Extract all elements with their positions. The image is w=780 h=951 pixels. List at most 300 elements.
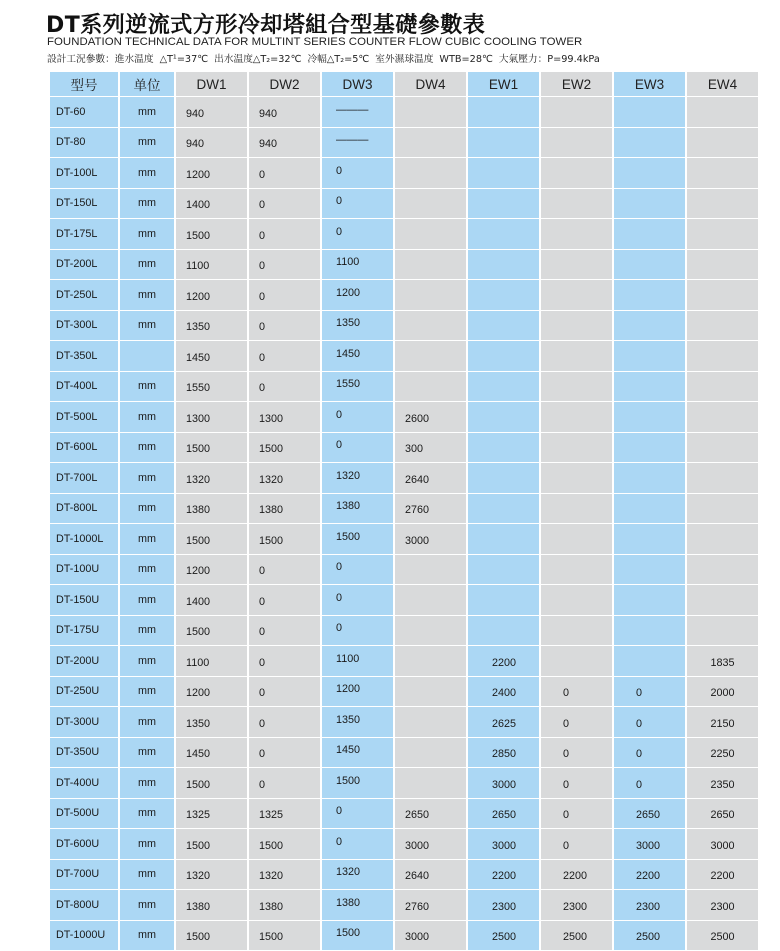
cell-dw4 — [395, 738, 466, 769]
table-row — [50, 158, 758, 189]
cell-ew3 — [614, 311, 685, 342]
cell-unit: mm — [120, 616, 174, 647]
cell-ew2 — [541, 616, 612, 647]
cell-unit: mm — [120, 311, 174, 342]
cell-dw1: 1200 — [176, 677, 247, 708]
cell-dw2: 0 — [249, 646, 320, 677]
cell-ew4: 1835 — [687, 646, 758, 677]
cell-unit: mm — [120, 280, 174, 311]
cell-dw4: 300 — [395, 433, 466, 464]
cell-ew1: 2200 — [468, 860, 539, 891]
cell-dw4 — [395, 768, 466, 799]
cell-unit: mm — [120, 494, 174, 525]
cell-ew4 — [687, 402, 758, 433]
cell-dw1: 1500 — [176, 829, 247, 860]
condition-item: 室外濕球温度 — [375, 54, 433, 65]
cell-unit: mm — [120, 555, 174, 586]
cell-ew1 — [468, 250, 539, 281]
cell-ew4 — [687, 524, 758, 555]
cell-ew2 — [541, 189, 612, 220]
cell-model: DT-1000L — [50, 524, 118, 555]
cell-dw2: 0 — [249, 250, 320, 281]
cell-dw3: 0 — [322, 799, 393, 830]
cell-ew1 — [468, 616, 539, 647]
cell-dw3: 1500 — [322, 768, 393, 799]
cell-dw1: 1380 — [176, 890, 247, 921]
cell-dw4 — [395, 341, 466, 372]
cell-unit: mm — [120, 768, 174, 799]
cell-dw4 — [395, 707, 466, 738]
cell-ew1 — [468, 189, 539, 220]
cell-ew1: 3000 — [468, 768, 539, 799]
cell-model: DT-100U — [50, 555, 118, 586]
cell-dw1: 1325 — [176, 799, 247, 830]
cell-model: DT-250L — [50, 280, 118, 311]
table-row — [50, 280, 758, 311]
cell-ew3 — [614, 158, 685, 189]
cell-model: DT-100L — [50, 158, 118, 189]
cell-dw3: 1200 — [322, 677, 393, 708]
cell-dw3: 1350 — [322, 707, 393, 738]
cell-model: DT-350U — [50, 738, 118, 769]
cell-model: DT-500U — [50, 799, 118, 830]
cell-ew3 — [614, 250, 685, 281]
cell-dw3: 0 — [322, 555, 393, 586]
cell-unit: mm — [120, 463, 174, 494]
cell-model: DT-400U — [50, 768, 118, 799]
cell-ew4: 2150 — [687, 707, 758, 738]
cell-unit: mm — [120, 128, 174, 159]
cell-dw3: 1380 — [322, 890, 393, 921]
cell-dw4 — [395, 646, 466, 677]
cell-dw1: 1380 — [176, 494, 247, 525]
cell-unit: mm — [120, 524, 174, 555]
cell-dw2: 0 — [249, 555, 320, 586]
cell-ew3 — [614, 189, 685, 220]
cell-ew3 — [614, 402, 685, 433]
cell-ew1 — [468, 158, 539, 189]
cell-ew4 — [687, 433, 758, 464]
cell-dw4: 3000 — [395, 829, 466, 860]
cell-dw2: 1500 — [249, 524, 320, 555]
cell-dw3: 1550 — [322, 372, 393, 403]
cell-unit: mm — [120, 707, 174, 738]
table-row — [50, 341, 758, 372]
cell-ew3 — [614, 646, 685, 677]
cell-model: DT-300U — [50, 707, 118, 738]
cell-dw4 — [395, 97, 466, 128]
cell-dw3: 0 — [322, 158, 393, 189]
cell-dw4: 2640 — [395, 860, 466, 891]
cell-ew4 — [687, 341, 758, 372]
cell-dw1: 1320 — [176, 860, 247, 891]
cell-model: DT-250U — [50, 677, 118, 708]
cell-dw1: 1550 — [176, 372, 247, 403]
cell-ew1: 2625 — [468, 707, 539, 738]
cell-model: DT-700L — [50, 463, 118, 494]
cell-ew4 — [687, 555, 758, 586]
cell-ew3: 0 — [614, 768, 685, 799]
cell-model: DT-800L — [50, 494, 118, 525]
cell-ew3 — [614, 494, 685, 525]
cell-ew1 — [468, 524, 539, 555]
cell-ew2 — [541, 372, 612, 403]
cell-ew3: 2300 — [614, 890, 685, 921]
table-header-row — [50, 72, 758, 97]
cell-dw2: 1380 — [249, 890, 320, 921]
cell-ew4: 2650 — [687, 799, 758, 830]
cell-model: DT-200U — [50, 646, 118, 677]
cell-dw3: 0 — [322, 219, 393, 250]
cell-dw4 — [395, 311, 466, 342]
cell-dw1: 1350 — [176, 311, 247, 342]
foundation-data-table — [48, 72, 760, 951]
cell-model: DT-175U — [50, 616, 118, 647]
cell-ew2 — [541, 585, 612, 616]
cell-unit: mm — [120, 921, 174, 951]
cell-dw4 — [395, 372, 466, 403]
cell-dw1: 940 — [176, 97, 247, 128]
cell-dw3: 1450 — [322, 738, 393, 769]
cell-ew3 — [614, 524, 685, 555]
cell-dw1: 1200 — [176, 280, 247, 311]
cell-ew1 — [468, 97, 539, 128]
cell-ew1 — [468, 311, 539, 342]
condition-item: 設計工況參數：進水温度 — [47, 54, 154, 65]
cell-ew2 — [541, 463, 612, 494]
cell-dw2: 1320 — [249, 860, 320, 891]
cell-ew4: 2200 — [687, 860, 758, 891]
cell-unit: mm — [120, 402, 174, 433]
cell-ew3: 0 — [614, 677, 685, 708]
condition-item: 出水温度△T₂=32℃ — [214, 54, 301, 65]
table-row — [50, 433, 758, 464]
cell-ew2 — [541, 524, 612, 555]
cell-dw3: 1380 — [322, 494, 393, 525]
cell-ew2 — [541, 250, 612, 281]
table-row — [50, 311, 758, 342]
cell-dw4 — [395, 128, 466, 159]
cell-ew3 — [614, 280, 685, 311]
cell-dw1: 1300 — [176, 402, 247, 433]
cell-unit: mm — [120, 677, 174, 708]
cell-ew1 — [468, 372, 539, 403]
cell-dw1: 1100 — [176, 646, 247, 677]
cell-dw2: 1500 — [249, 829, 320, 860]
cell-dw2: 0 — [249, 311, 320, 342]
cell-unit: mm — [120, 433, 174, 464]
cell-ew2: 0 — [541, 799, 612, 830]
cell-dw4: 3000 — [395, 524, 466, 555]
cell-dw1: 1200 — [176, 555, 247, 586]
cell-dw3: 1100 — [322, 646, 393, 677]
cell-ew2 — [541, 97, 612, 128]
cell-dw3: 1100 — [322, 250, 393, 281]
cell-dw2: 0 — [249, 616, 320, 647]
header-ew1: EW1 — [468, 72, 539, 97]
cell-ew2 — [541, 494, 612, 525]
table-row — [50, 463, 758, 494]
cell-unit: mm — [120, 860, 174, 891]
cell-ew2: 2200 — [541, 860, 612, 891]
cell-ew2 — [541, 128, 612, 159]
cell-ew4 — [687, 585, 758, 616]
cell-ew3 — [614, 341, 685, 372]
cell-dw3: 1500 — [322, 524, 393, 555]
table-row — [50, 97, 758, 128]
cell-dw1: 1500 — [176, 219, 247, 250]
table-row — [50, 250, 758, 281]
cell-ew2: 0 — [541, 707, 612, 738]
cell-ew1: 2850 — [468, 738, 539, 769]
table-row — [50, 738, 758, 769]
cell-ew3 — [614, 97, 685, 128]
cell-model: DT-700U — [50, 860, 118, 891]
cell-ew4: 3000 — [687, 829, 758, 860]
cell-ew2 — [541, 311, 612, 342]
cell-dw3: 0 — [322, 402, 393, 433]
cell-unit: mm — [120, 890, 174, 921]
cell-dw3: 1350 — [322, 311, 393, 342]
cell-ew2 — [541, 158, 612, 189]
table-row — [50, 219, 758, 250]
cell-unit: mm — [120, 585, 174, 616]
cell-ew4: 2300 — [687, 890, 758, 921]
cell-ew1 — [468, 280, 539, 311]
condition-item: 大氣壓力：P=99.4kPa — [499, 54, 600, 65]
cell-ew3 — [614, 372, 685, 403]
cell-ew4 — [687, 250, 758, 281]
table-row — [50, 768, 758, 799]
cell-ew4 — [687, 128, 758, 159]
cell-dw4 — [395, 585, 466, 616]
page-subtitle: FOUNDATION TECHNICAL DATA FOR MULTINT SERIES COUNTER FLOW CUBIC COOLING TOWER — [47, 36, 582, 48]
cell-dw2: 940 — [249, 97, 320, 128]
cell-ew1: 2200 — [468, 646, 539, 677]
cell-dw2: 1300 — [249, 402, 320, 433]
cell-ew3: 2650 — [614, 799, 685, 830]
cell-dw1: 1350 — [176, 707, 247, 738]
header-dw2: DW2 — [249, 72, 320, 97]
cell-dw3: 0 — [322, 616, 393, 647]
cell-dw2: 1325 — [249, 799, 320, 830]
cell-unit: mm — [120, 372, 174, 403]
cell-ew4: 2500 — [687, 921, 758, 951]
table-row — [50, 128, 758, 159]
cell-dw3: 0 — [322, 433, 393, 464]
cell-ew1 — [468, 402, 539, 433]
cell-dw2: 0 — [249, 372, 320, 403]
cell-ew2: 0 — [541, 677, 612, 708]
cell-model: DT-600L — [50, 433, 118, 464]
cell-dw3: 1200 — [322, 280, 393, 311]
cell-model: DT-600U — [50, 829, 118, 860]
cell-unit: mm — [120, 250, 174, 281]
cell-model: DT-150L — [50, 189, 118, 220]
cell-dw1: 1450 — [176, 341, 247, 372]
cell-ew1: 3000 — [468, 829, 539, 860]
cell-dw4 — [395, 677, 466, 708]
cell-ew3 — [614, 128, 685, 159]
cell-model: DT-500L — [50, 402, 118, 433]
cell-dw2: 1500 — [249, 433, 320, 464]
cell-dw1: 1400 — [176, 585, 247, 616]
cell-ew3 — [614, 463, 685, 494]
cell-model: DT-350L — [50, 341, 118, 372]
cell-dw2: 940 — [249, 128, 320, 159]
cell-ew4 — [687, 280, 758, 311]
cell-model: DT-175L — [50, 219, 118, 250]
cell-ew2 — [541, 341, 612, 372]
cell-ew1 — [468, 128, 539, 159]
table-row — [50, 646, 758, 677]
header-dw3: DW3 — [322, 72, 393, 97]
cell-dw3: ——— — [322, 128, 393, 159]
cell-dw4 — [395, 189, 466, 220]
cell-model: DT-60 — [50, 97, 118, 128]
cell-dw4: 2650 — [395, 799, 466, 830]
cell-ew1: 2650 — [468, 799, 539, 830]
cell-ew1: 2500 — [468, 921, 539, 951]
cell-ew4 — [687, 219, 758, 250]
cell-ew4 — [687, 372, 758, 403]
cell-ew4: 2000 — [687, 677, 758, 708]
header-unit: 单位 — [120, 72, 174, 97]
cell-ew3: 0 — [614, 738, 685, 769]
cell-unit: mm — [120, 97, 174, 128]
table-row — [50, 707, 758, 738]
header-ew4: EW4 — [687, 72, 758, 97]
cell-model: DT-800U — [50, 890, 118, 921]
cell-dw4 — [395, 219, 466, 250]
design-conditions — [47, 51, 606, 65]
cell-dw2: 0 — [249, 189, 320, 220]
cell-ew4 — [687, 311, 758, 342]
cell-ew3: 0 — [614, 707, 685, 738]
cell-dw4: 2640 — [395, 463, 466, 494]
cell-ew2 — [541, 433, 612, 464]
cell-unit: mm — [120, 829, 174, 860]
cell-dw2: 0 — [249, 768, 320, 799]
table-row — [50, 524, 758, 555]
cell-dw2: 0 — [249, 585, 320, 616]
table-row — [50, 189, 758, 220]
table-row — [50, 799, 758, 830]
cell-ew4 — [687, 616, 758, 647]
condition-item: WTB=28℃ — [439, 54, 492, 65]
cell-dw3: 1320 — [322, 860, 393, 891]
cell-dw3: 1320 — [322, 463, 393, 494]
table-row — [50, 616, 758, 647]
condition-item: 冷幅△T₂=5℃ — [307, 54, 369, 65]
header-ew3: EW3 — [614, 72, 685, 97]
cell-dw3: 1450 — [322, 341, 393, 372]
cell-unit — [120, 341, 174, 372]
cell-dw2: 0 — [249, 280, 320, 311]
cell-ew2: 0 — [541, 738, 612, 769]
cell-ew2 — [541, 555, 612, 586]
cell-ew2: 2500 — [541, 921, 612, 951]
cell-model: DT-400L — [50, 372, 118, 403]
cell-dw2: 1500 — [249, 921, 320, 951]
cell-ew4 — [687, 189, 758, 220]
cell-ew4 — [687, 97, 758, 128]
cell-ew2: 0 — [541, 768, 612, 799]
cell-model: DT-200L — [50, 250, 118, 281]
cell-ew4 — [687, 463, 758, 494]
cell-ew2: 2300 — [541, 890, 612, 921]
cell-dw1: 1320 — [176, 463, 247, 494]
cell-ew1 — [468, 341, 539, 372]
cell-ew1: 2400 — [468, 677, 539, 708]
cell-ew1: 2300 — [468, 890, 539, 921]
page-title: DT系列逆流式方形冷却塔組合型基礎參數表 — [46, 8, 485, 39]
cell-ew4: 2350 — [687, 768, 758, 799]
cell-ew3 — [614, 616, 685, 647]
cell-dw3: 0 — [322, 189, 393, 220]
cell-dw1: 1450 — [176, 738, 247, 769]
cell-ew4 — [687, 494, 758, 525]
cell-dw2: 0 — [249, 707, 320, 738]
cell-dw2: 1320 — [249, 463, 320, 494]
cell-ew3 — [614, 585, 685, 616]
header-model: 型号 — [50, 72, 118, 97]
cell-dw1: 1100 — [176, 250, 247, 281]
table-row — [50, 402, 758, 433]
cell-dw4: 2760 — [395, 494, 466, 525]
table-row — [50, 372, 758, 403]
cell-ew2: 0 — [541, 829, 612, 860]
cell-dw2: 1380 — [249, 494, 320, 525]
cell-dw1: 1500 — [176, 524, 247, 555]
cell-dw1: 1400 — [176, 189, 247, 220]
cell-ew1 — [468, 433, 539, 464]
cell-unit: mm — [120, 738, 174, 769]
cell-ew3: 3000 — [614, 829, 685, 860]
cell-dw4 — [395, 280, 466, 311]
cell-ew4 — [687, 158, 758, 189]
table-row — [50, 890, 758, 921]
cell-dw3: 0 — [322, 829, 393, 860]
cell-ew2 — [541, 402, 612, 433]
cell-dw4: 2600 — [395, 402, 466, 433]
cell-ew2 — [541, 280, 612, 311]
table-body — [50, 97, 758, 951]
cell-dw1: 1200 — [176, 158, 247, 189]
cell-dw4 — [395, 616, 466, 647]
cell-model: DT-1000U — [50, 921, 118, 951]
cell-dw4: 3000 — [395, 921, 466, 951]
cell-ew4: 2250 — [687, 738, 758, 769]
cell-ew3: 2500 — [614, 921, 685, 951]
cell-dw1: 940 — [176, 128, 247, 159]
table-row — [50, 829, 758, 860]
cell-dw4 — [395, 250, 466, 281]
cell-unit: mm — [120, 799, 174, 830]
cell-dw1: 1500 — [176, 616, 247, 647]
cell-ew1 — [468, 555, 539, 586]
cell-dw3: 1500 — [322, 921, 393, 951]
cell-dw4: 2760 — [395, 890, 466, 921]
cell-dw2: 0 — [249, 219, 320, 250]
cell-dw1: 1500 — [176, 433, 247, 464]
table-row — [50, 585, 758, 616]
table-row — [50, 555, 758, 586]
cell-ew3 — [614, 219, 685, 250]
cell-dw2: 0 — [249, 738, 320, 769]
cell-ew1 — [468, 463, 539, 494]
table-row — [50, 677, 758, 708]
